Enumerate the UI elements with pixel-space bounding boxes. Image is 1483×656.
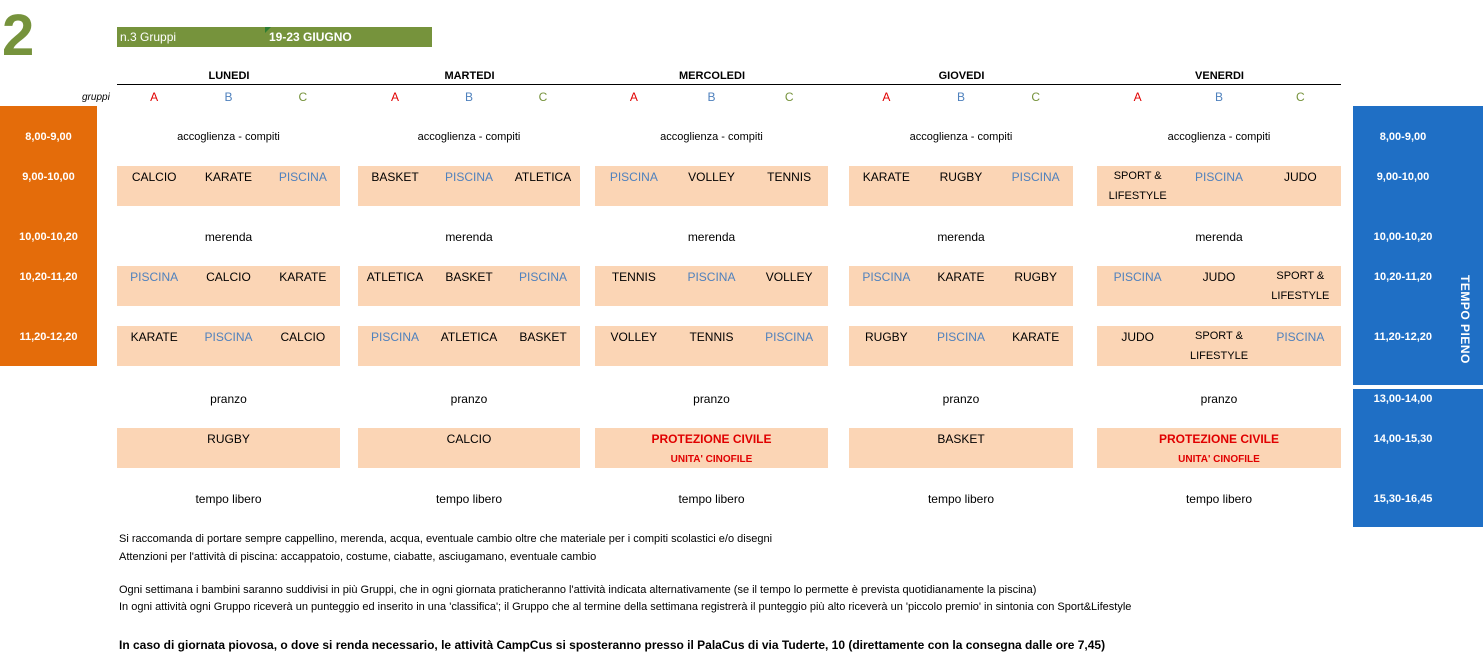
group-letter-1-1: B xyxy=(464,90,473,104)
right-time-5: 13,00-14,00 xyxy=(1373,393,1433,405)
group-letter-3-2: C xyxy=(1031,90,1040,104)
pranzo-1: pranzo xyxy=(450,392,488,406)
slot1-activity-1-1: PISCINA xyxy=(444,170,493,184)
day-header-3: GIOVEDI xyxy=(938,70,985,82)
left-time-0: 8,00-9,00 xyxy=(25,131,72,143)
slot2-activity-3-1: KARATE xyxy=(937,270,985,284)
accoglienza-0: accoglienza - compiti xyxy=(177,131,280,143)
left-time-3: 10,20-11,20 xyxy=(19,271,78,283)
right-time-7: 15,30-16,45 xyxy=(1373,493,1433,505)
slot3-activity-0-0: KARATE xyxy=(130,330,178,344)
right-time-4: 11,20-12,20 xyxy=(1373,331,1433,343)
tempo-libero-3: tempo libero xyxy=(927,492,995,506)
group-letter-1-2: C xyxy=(538,90,548,104)
left-time-2: 10,00-10,20 xyxy=(19,231,78,243)
tempo-pieno-label: TEMPO PIENO xyxy=(1458,275,1472,364)
day-header-divider xyxy=(117,84,1341,85)
slot1-activity-2-0: PISCINA xyxy=(609,170,658,184)
week-number: 2 xyxy=(2,3,35,68)
gruppi-label: gruppi xyxy=(82,92,110,103)
group-letter-0-2: C xyxy=(298,90,308,104)
accoglienza-1: accoglienza - compiti xyxy=(417,131,521,143)
group-letter-3-1: B xyxy=(956,90,965,104)
group-letter-2-2: C xyxy=(784,90,794,104)
afternoon-activity-2: PROTEZIONE CIVILE xyxy=(651,432,772,446)
afternoon-subtitle-4: UNITA' CINOFILE xyxy=(1178,454,1260,465)
groups-label: n.3 Gruppi xyxy=(120,30,177,44)
slot1-activity-0-1: KARATE xyxy=(204,170,253,184)
day-header-1: MARTEDI xyxy=(444,70,495,82)
slot2-activity-1-1: BASKET xyxy=(445,270,493,284)
slot2-activity-2-0: TENNIS xyxy=(611,270,656,284)
pranzo-3: pranzo xyxy=(942,392,980,406)
week-dates: 19-23 GIUGNO xyxy=(269,30,352,44)
slot2-activity-1-2: PISCINA xyxy=(518,270,567,284)
pranzo-4: pranzo xyxy=(1200,392,1238,406)
accoglienza-2: accoglienza - compiti xyxy=(660,131,763,143)
note-rain: In caso di giornata piovosa, o dove si renda necessario, le attività CampCus si sposteranno presso il PalaCus di via Tuderte, 10 (direttamente con la consegna dalle ore 7,45) xyxy=(119,638,1106,652)
slot1-activity-2-2: TENNIS xyxy=(767,170,812,184)
slot2-activity-2-2: VOLLEY xyxy=(765,270,813,284)
group-letter-4-0: A xyxy=(1133,90,1142,104)
afternoon-activity-4: PROTEZIONE CIVILE xyxy=(1158,432,1279,446)
right-time-column-bottom xyxy=(1353,389,1483,527)
tempo-libero-4: tempo libero xyxy=(1185,492,1253,506)
slot3-activity-0-1: PISCINA xyxy=(204,330,253,344)
slot1-activity-3-1: RUGBY xyxy=(939,170,983,184)
group-letter-1-0: A xyxy=(390,90,399,104)
merenda-0: merenda xyxy=(204,230,253,244)
slot1-activity-4-1: PISCINA xyxy=(1194,170,1243,184)
slot3-activity-3-0: RUGBY xyxy=(864,330,908,344)
slot2-activity-0-1: CALCIO xyxy=(206,270,251,284)
group-letter-3-0: A xyxy=(882,90,891,104)
slot3-activity-3-1: PISCINA xyxy=(936,330,985,344)
right-time-0: 8,00-9,00 xyxy=(1379,131,1427,143)
slot3-activity-2-2: PISCINA xyxy=(765,330,814,344)
accoglienza-4: accoglienza - compiti xyxy=(1167,131,1271,143)
right-time-1: 9,00-10,00 xyxy=(1376,171,1430,183)
slot3-activity-3-2: KARATE xyxy=(1012,330,1060,344)
day-header-2: MERCOLEDI xyxy=(679,70,745,82)
slot1-activity-1-0: BASKET xyxy=(371,170,419,184)
slot3-activity-1-0: PISCINA xyxy=(370,330,419,344)
note-ranking: In ogni attività ogni Gruppo riceverà un punteggio ed inserito in una 'classifica'; il Gruppo che al termine della settimana registrerà il punteggio più alto riceverà un 'piccolo premio' in sintonia con Sport&Lifestyle xyxy=(119,601,1132,613)
tempo-libero-1: tempo libero xyxy=(435,492,503,506)
pranzo-0: pranzo xyxy=(210,392,247,406)
week-header-bar xyxy=(117,27,432,47)
slot2-activity-0-0: PISCINA xyxy=(130,270,179,284)
slot3-activity-4-2: PISCINA xyxy=(1276,330,1325,344)
note-pool-items: Attenzioni per l'attività di piscina: accappatoio, costume, ciabatte, asciugamano, eventuale cambio xyxy=(119,551,597,563)
afternoon-activity-0: RUGBY xyxy=(207,432,250,446)
slot3-activity-2-0: VOLLEY xyxy=(610,330,658,344)
slot2-activity-4-2: SPORT & LIFESTYLE xyxy=(1271,270,1330,302)
pranzo-2: pranzo xyxy=(693,392,730,406)
right-column-divider xyxy=(1353,385,1483,387)
slot3-activity-4-1: SPORT & LIFESTYLE xyxy=(1189,330,1249,362)
merenda-4: merenda xyxy=(1195,230,1243,244)
slot3-activity-0-2: CALCIO xyxy=(280,330,326,344)
day-header-4: VENERDI xyxy=(1195,70,1244,82)
left-time-4: 11,20-12,20 xyxy=(19,331,78,343)
afternoon-subtitle-2: UNITA' CINOFILE xyxy=(670,454,753,465)
slot1-activity-3-0: KARATE xyxy=(862,170,910,184)
slot2-activity-4-1: JUDO xyxy=(1202,270,1236,284)
group-letter-0-0: A xyxy=(150,90,159,104)
slot2-activity-1-0: ATLETICA xyxy=(366,270,424,284)
merenda-3: merenda xyxy=(937,230,985,244)
day-header-0: LUNEDI xyxy=(208,70,250,82)
note-items-to-bring: Si raccomanda di portare sempre cappellino, merenda, acqua, eventuale cambio oltre che materiale per i compiti scolastici e/o disegni xyxy=(119,533,773,545)
slot2-activity-4-0: PISCINA xyxy=(1113,270,1162,284)
slot2-activity-2-1: PISCINA xyxy=(687,270,736,284)
group-letter-4-2: C xyxy=(1295,90,1305,104)
slot3-activity-1-2: BASKET xyxy=(519,330,567,344)
slot1-activity-4-0: SPORT & LIFESTYLE xyxy=(1108,170,1167,202)
left-time-1: 9,00-10,00 xyxy=(22,171,75,183)
group-letter-2-1: B xyxy=(707,90,716,104)
slot3-activity-2-1: TENNIS xyxy=(689,330,734,344)
slot2-activity-3-0: PISCINA xyxy=(862,270,911,284)
right-time-6: 14,00-15,30 xyxy=(1373,433,1433,445)
slot2-activity-3-2: RUGBY xyxy=(1014,270,1057,284)
merenda-2: merenda xyxy=(687,230,736,244)
tempo-libero-0: tempo libero xyxy=(195,492,262,506)
right-time-3: 10,20-11,20 xyxy=(1373,271,1433,283)
afternoon-activity-3: BASKET xyxy=(937,432,985,446)
group-letter-0-1: B xyxy=(224,90,233,104)
note-groups: Ogni settimana i bambini saranno suddivisi in più Gruppi, che in ogni giornata praticheranno l'attività indicata alternativamente (se il tempo lo permette è prevista quotidianamente la piscina) xyxy=(119,584,1037,596)
slot1-activity-0-2: PISCINA xyxy=(278,170,327,184)
slot3-activity-1-1: ATLETICA xyxy=(440,330,498,344)
slot1-activity-3-2: PISCINA xyxy=(1011,170,1060,184)
slot1-activity-0-0: CALCIO xyxy=(131,170,177,184)
right-time-2: 10,00-10,20 xyxy=(1373,231,1433,243)
slot1-activity-2-1: VOLLEY xyxy=(688,170,735,184)
group-letter-4-1: B xyxy=(1214,90,1223,104)
slot1-activity-4-2: JUDO xyxy=(1283,170,1317,184)
merenda-1: merenda xyxy=(445,230,493,244)
group-letter-2-0: A xyxy=(629,90,638,104)
slot2-activity-0-2: KARATE xyxy=(279,270,327,284)
tempo-libero-2: tempo libero xyxy=(678,492,745,506)
slot1-activity-1-2: ATLETICA xyxy=(514,170,572,184)
afternoon-activity-1: CALCIO xyxy=(446,432,492,446)
accoglienza-3: accoglienza - compiti xyxy=(909,131,1013,143)
slot3-activity-4-0: JUDO xyxy=(1121,330,1154,344)
